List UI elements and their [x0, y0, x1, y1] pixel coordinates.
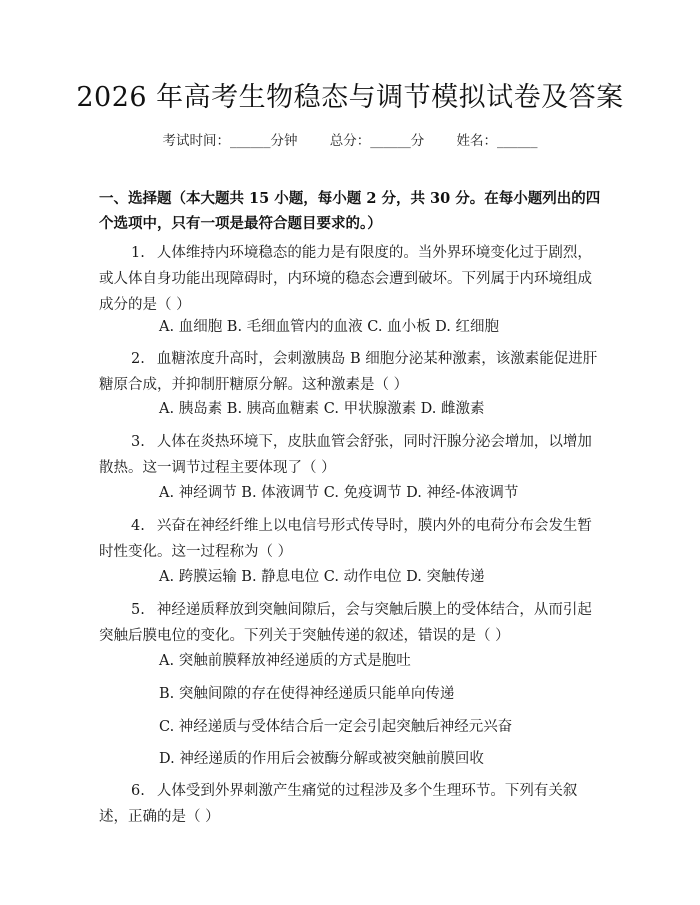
question-5-option-c: C. 神经递质与受体结合后一定会引起突触后神经元兴奋 [159, 719, 513, 735]
page-title: 2026 年高考生物稳态与调节模拟试卷及答案 [76, 82, 624, 113]
question-stem: 人体在炎热环境下，皮肤血管会舒张，同时汗腺分泌会增加，以增加散热。这一调节过程主要体现了（ ） [99, 434, 592, 476]
student-name-field: 姓名：______ [456, 133, 538, 149]
question-5-option-b: B. 突触间隙的存在使得神经递质只能单向传递 [159, 686, 455, 702]
question-5-option-d: D. 神经递质的作用后会被酶分解或被突触前膜回收 [159, 751, 484, 767]
question-5-option-a: A. 突触前膜释放神经递质的方式是胞吐 [159, 653, 411, 669]
exam-info-line [0, 131, 700, 151]
question-number: 6. [131, 783, 145, 799]
question-3 [99, 429, 604, 481]
question-number: 2. [131, 351, 145, 367]
total-score-field: 总分：______分 [329, 133, 425, 149]
question-number: 5. [131, 602, 145, 618]
question-2 [99, 346, 604, 398]
question-4-options: A. 跨膜运输 B. 静息电位 C. 动作电位 D. 突触传递 [159, 569, 485, 585]
question-stem: 兴奋在神经纤维上以电信号形式传导时，膜内外的电荷分布会发生暂时性变化。这一过程称为（ ） [99, 518, 592, 560]
question-3-options: A. 神经调节 B. 体液调节 C. 免疫调节 D. 神经-体液调节 [159, 485, 519, 501]
question-stem: 人体维持内环境稳态的能力是有限度的。当外界环境变化过于剧烈，或人体自身功能出现障碍时，内环境的稳态会遭到破坏。下列属于内环境组成成分的是（ ） [99, 245, 592, 313]
exam-time-field: 考试时间：______分钟 [162, 133, 298, 149]
section-heading: 一、选择题（本大题共 15 小题，每小题 2 分，共 30 分。在每小题列出的四个选项中，只有一项是最符合题目要求的。） [99, 190, 601, 232]
question-stem: 血糖浓度升高时，会刺激胰岛 B 细胞分泌某种激素，该激素能促进肝糖原合成，并抑制肝糖原分解。这种激素是（ ） [99, 351, 598, 393]
question-stem: 人体受到外界刺激产生痛觉的过程涉及多个生理环节。下列有关叙述，正确的是（ ） [99, 783, 578, 825]
question-number: 3. [131, 434, 145, 450]
question-number: 1. [131, 245, 145, 261]
question-number: 4. [131, 518, 145, 534]
question-1-options: A. 血细胞 B. 毛细血管内的血液 C. 血小板 D. 红细胞 [159, 319, 500, 335]
question-5 [99, 597, 604, 649]
question-1 [99, 240, 604, 318]
question-4 [99, 513, 604, 565]
question-6 [99, 778, 604, 830]
question-2-options: A. 胰岛素 B. 胰高血糖素 C. 甲状腺激素 D. 雌激素 [159, 401, 485, 417]
question-stem: 神经递质释放到突触间隙后，会与突触后膜上的受体结合，从而引起突触后膜电位的变化。下列关于突触传递的叙述，错误的是（ ） [99, 602, 592, 644]
